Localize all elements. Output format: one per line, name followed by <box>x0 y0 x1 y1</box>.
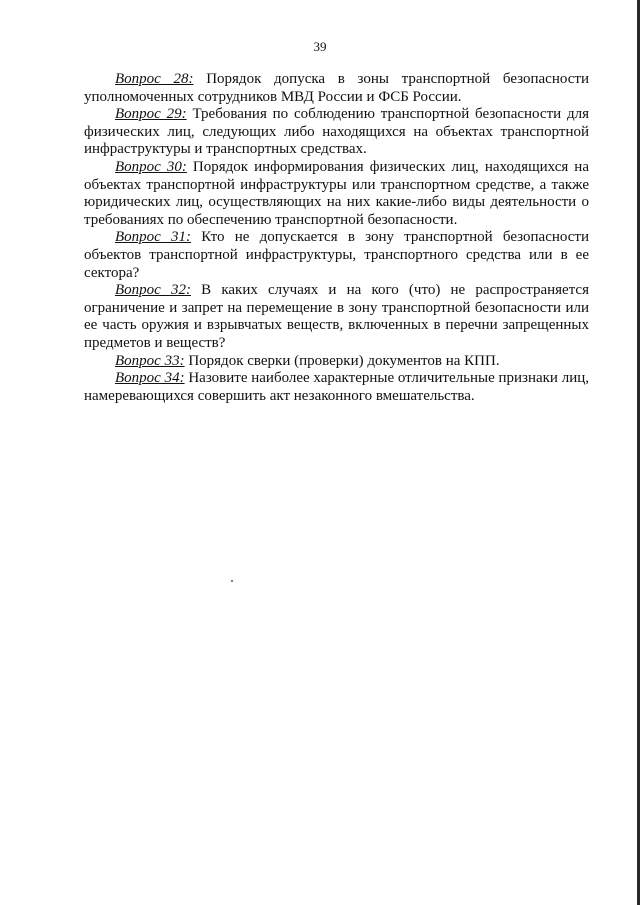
question-label: Вопрос 28: <box>115 71 194 87</box>
question-text: Порядок информирования физических лиц, находящихся на объектах транспортной инфраструктуры или транспортном средстве, а также юридических лиц, осуществляющих на них какие-либо виды деятельности о требованиях по обеспечению транспортной безопасности. <box>84 158 589 228</box>
question-29 <box>84 106 589 159</box>
scan-speck <box>231 580 233 582</box>
question-28 <box>84 71 589 106</box>
question-31 <box>84 229 589 282</box>
question-text: Назовите наиболее характерные отличительные признаки лиц, намеревающихся совершить акт незаконного вмешательства. <box>84 370 589 404</box>
question-34 <box>84 370 589 405</box>
question-text: В каких случаях и на кого (что) не распространяется ограничение и запрет на перемещение в зону транспортной безопасности или ее часть оружия и взрывчатых веществ, включенных в перечни запрещенных предметов и веществ? <box>84 282 589 351</box>
question-30 <box>84 159 589 229</box>
page-number: 39 <box>313 39 327 54</box>
question-label: Вопрос 30: <box>115 158 187 175</box>
question-list <box>84 71 589 405</box>
question-label: Вопрос 32: <box>115 282 191 299</box>
question-label: Вопрос 33: <box>115 352 185 369</box>
question-label: Вопрос 31: <box>115 229 192 246</box>
question-label: Вопрос 29: <box>115 106 187 123</box>
question-text: Порядок сверки (проверки) документов на КПП. <box>184 352 500 369</box>
question-label: Вопрос 34: <box>115 370 185 387</box>
question-text: Требования по соблюдению транспортной безопасности для физических лиц, следующих либо находящихся на объектах транспортной инфраструктуры и транспортных средствах. <box>84 106 589 158</box>
question-text: Порядок допуска в зоны транспортной безопасности уполномоченных сотрудников МВД России и ФСБ России. <box>84 71 589 105</box>
question-text: Кто не допускается в зону транспортной безопасности объектов транспортной инфраструктуры, транспортного средства или в ее сектора? <box>84 229 589 281</box>
question-32 <box>84 282 589 352</box>
question-33 <box>84 353 589 371</box>
